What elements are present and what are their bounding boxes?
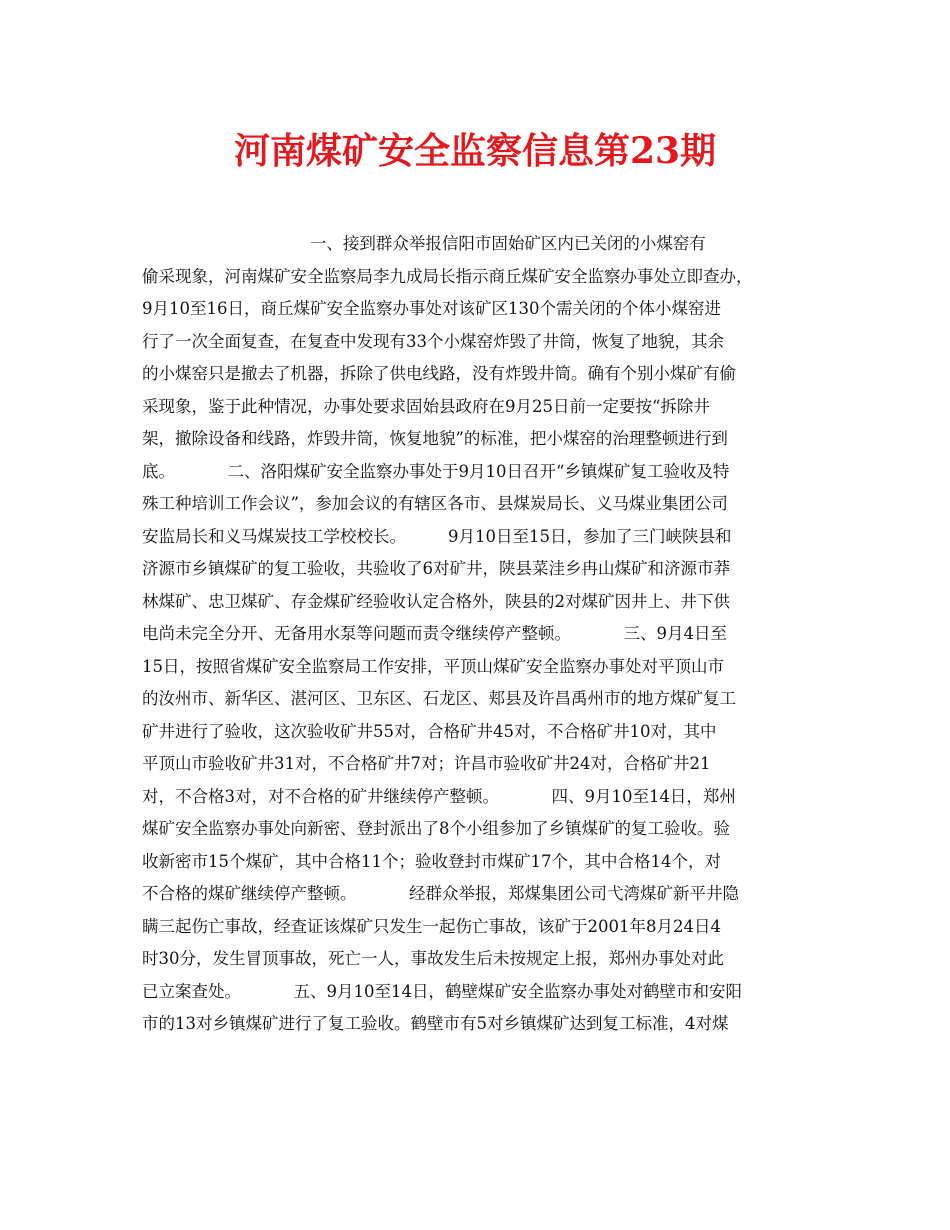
body-line: 林煤矿、忠卫煤矿、存金煤矿经验收认定合格外，陕县的2对煤矿因井上、井下供 <box>142 591 730 611</box>
body-line: 电尚未完全分开、无备用水泵等问题而责令继续停产整顿。 三、9月4日至 <box>142 624 727 643</box>
body-line: 一、接到群众举报信阳市固始矿区内已关闭的小煤窑有 <box>142 234 706 253</box>
body-line: 15日，按照省煤矿安全监察局工作安排，平顶山煤矿安全监察办事处对平顶山市 <box>142 656 724 676</box>
body-line: 平顶山市验收矿井31对，不合格矿井7对；许昌市验收矿井24对，合格矿井21 <box>142 754 711 773</box>
body-line: 市的13对乡镇煤矿进行了复工验收。鹤壁市有5对乡镇煤矿达到复工标准，4对煤 <box>142 1014 729 1033</box>
body-line: 架，撤除设备和线路，炸毁井筒，恢复地貌”的标准，把小煤窑的治理整顿进行到 <box>142 429 728 448</box>
body-line: 安监局长和义马煤炭技工学校校长。 9月10日至15日，参加了三门峡陕县和 <box>142 526 732 546</box>
body-line: 行了一次全面复查，在复查中发现有33个小煤窑炸毁了井筒，恢复了地貌，其余 <box>142 331 724 351</box>
body-line: 已立案查处。 五、9月10至14日，鹤壁煤矿安全监察办事处对鹤壁市和安阳 <box>142 981 742 1001</box>
body-line: 对，不合格3对，对不合格的矿井继续停产整顿。 四、9月10至14日，郑州 <box>142 786 736 806</box>
body-line: 矿井进行了验收，这次验收矿井55对，合格矿井45对，不合格矿井10对，其中 <box>142 721 717 741</box>
document-title: 河南煤矿安全监察信息第23期 <box>233 130 717 172</box>
body-line: 时30分，发生冒顶事故，死亡一人，事故发生后未按规定上报，郑州办事处对此 <box>142 949 724 968</box>
body-line: 的汝州市、新华区、湛河区、卫东区、石龙区、郏县及许昌禹州市的地方煤矿复工 <box>142 689 736 708</box>
body-line: 9月10至16日，商丘煤矿安全监察办事处对该矿区130个需关闭的个体小煤窑进 <box>142 299 721 318</box>
body-line: 采现象，鉴于此种情况，办事处要求固始县政府在9月25日前一定要按“拆除井 <box>142 396 710 416</box>
body-line: 瞒三起伤亡事故，经查证该煤矿只发生一起伤亡事故，该矿于2001年8月24日4 <box>142 916 721 936</box>
body-line: 偷采现象，河南煤矿安全监察局李九成局长指示商丘煤矿安全监察办事处立即查办， <box>142 266 753 286</box>
body-line: 不合格的煤矿继续停产整顿。 经群众举报，郑煤集团公司弋湾煤矿新平井隐 <box>142 884 739 903</box>
body-line: 底。 二、洛阳煤矿安全监察办事处于9月10日召开“乡镇煤矿复工验收及特 <box>142 461 730 481</box>
body-line: 煤矿安全监察办事处向新密、登封派出了8个小组参加了乡镇煤矿的复工验收。验 <box>142 819 730 838</box>
body-line: 济源市乡镇煤矿的复工验收，共验收了6对矿井，陕县菜洼乡冉山煤矿和济源市莽 <box>142 559 730 578</box>
body-line: 收新密市15个煤矿，其中合格11个；验收登封市煤矿17个，其中合格14个，对 <box>142 851 721 871</box>
document-body <box>142 228 822 1041</box>
body-line: 的小煤窑只是撤去了机器，拆除了供电线路，没有炸毁井筒。确有个别小煤矿有偷 <box>142 364 736 383</box>
body-line: 殊工种培训工作会议”，参加会议的有辖区各市、县煤炭局长、义马煤业集团公司 <box>142 494 728 513</box>
